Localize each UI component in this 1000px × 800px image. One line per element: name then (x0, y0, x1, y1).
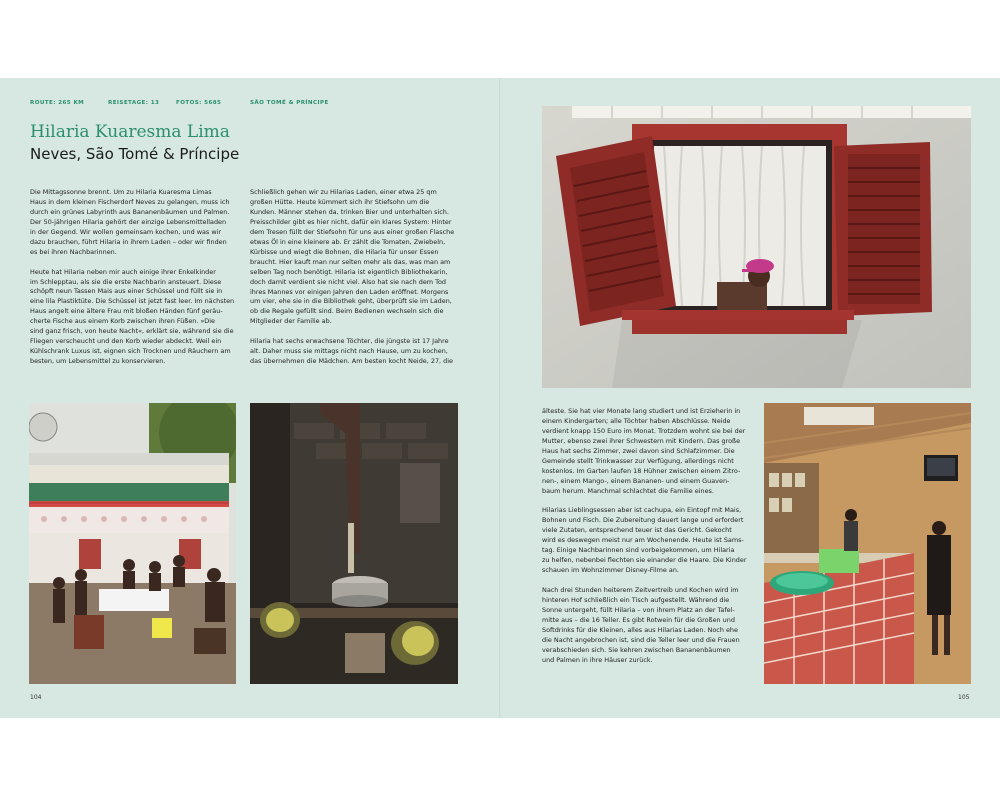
text-line: besten, um Lebensmittel zu konservieren. (30, 357, 166, 366)
magazine-spread (0, 78, 1000, 718)
text-line: durch ein grünes Labyrinth aus Bananenbäumen und Palmen. (30, 207, 230, 216)
text-line: Hilarias Lieblingsessen aber ist cachupa, ein Eintopf mit Mais, (542, 506, 742, 515)
paragraph (250, 337, 462, 367)
meta-days: REISETAGE: 13 (108, 100, 160, 106)
text-line: kostenlos. Im Garten laufen 18 Hühner zwischen einem Zitro- (542, 466, 741, 475)
text-line: es bei ihren Nachbarinnen. (30, 247, 117, 256)
text-line: um vier, ehe sie in die Bibliothek geht, überprüft sie im Laden, (250, 297, 452, 306)
text-line: ihres Mannes vor einigen Jahren den Laden eröffnet. Morgens (250, 287, 449, 296)
page-number-left: 104 (30, 694, 42, 701)
text-line: verabschieden sich. Sie kehren zwischen Bananenbäumen (542, 645, 731, 654)
text-line: Gemeinde stellt Trinkwasser zur Verfügung, allerdings nicht (542, 456, 734, 465)
text-line: sind ganz frisch, von heute Nacht«, erklärt sie, während sie die (30, 327, 234, 336)
text-line: doch damit verdient sie nicht viel. Also hat sie nach dem Tod (250, 277, 446, 286)
paragraph (542, 407, 754, 497)
text-line: zu helfen, nebenbei flechten sie einander die Haare. Die Kinder (542, 556, 747, 565)
text-line: Preisschilder gibt es hier nicht, dafür ein klares System: Hinter (250, 217, 452, 226)
text-line: Heute hat Hilaria neben mir auch einige ihrer Enkelkinder (30, 267, 216, 276)
text-line: tag. Einige Nachbarinnen sind vorbeigekommen, um Hilaria (542, 546, 735, 555)
window-photo (542, 106, 971, 388)
text-line: in der Gegend. Wir wollen gemeinsam kochen, und was wir (30, 227, 222, 236)
paragraph (542, 506, 754, 576)
text-line: mitte aus – die 16 Teller. Es gibt Rotwein für die Großen und (542, 615, 735, 624)
text-line: Nach drei Stunden heiterem Zeitvertreib und Kochen wird im (542, 586, 739, 595)
house-family-photo (29, 403, 236, 684)
text-line: Der 50-jährigen Hilaria gehört der einzige Lebensmittelladen (30, 217, 227, 226)
text-line: Fliegen verscheucht und den Korb wieder abdeckt. Weil ein (30, 337, 222, 346)
text-line: eine lila Plastiktüte. Die Schüssel ist jetzt fast leer. Im nächsten (30, 297, 235, 306)
text-line: Sonne untergeht, füllt Hilaria – von ihrem Platz an der Tafel- (542, 605, 735, 614)
text-line: ob die Regale gefüllt sind. Beim Bedienen wechseln sich die (250, 307, 444, 316)
text-line: einem Kindergarten; alle Töchter haben Abschlüsse. Neide (542, 416, 731, 425)
text-line: nen-, einem Mango-, einem Bananen- und einem Guaven- (542, 476, 730, 485)
text-line: Kunden. Männer stehen da, trinken Bier und unterhalten sich. (250, 207, 449, 216)
text-line: das übernehmen die Mädchen. Am besten kocht Neide, 27, die (250, 357, 453, 366)
text-line: Bohnen und Fisch. Die Zubereitung dauert lange und erfordert (542, 516, 744, 525)
text-line: älteste. Sie hat vier Monate lang studiert und ist Erzieherin in (542, 407, 741, 415)
paragraph (30, 188, 242, 258)
text-column-2 (250, 188, 462, 377)
text-line: dem Tresen füllt der Stiefsohn für uns aus einer großen Flasche (250, 227, 455, 236)
article-subtitle: Neves, São Tomé & Príncipe (30, 145, 240, 163)
paragraph (30, 268, 242, 368)
text-line: braucht. Hier kauft man nur selten mehr als das, was man am (250, 257, 451, 266)
page-gutter (499, 78, 501, 718)
text-line: Mutter, ebenso zwei ihrer Schwestern mit Kindern. Das große (542, 436, 741, 445)
text-line: Kürbisse und wiegt die Bohnen, die Hilaria für unser Essen (250, 247, 439, 256)
article-title: Hilaria Kuaresma Lima (30, 122, 230, 142)
cooking-photo (250, 403, 458, 684)
text-line: Kühlschrank Luxus ist, eignen sich Trocknen und Räuchern am (30, 347, 231, 356)
paragraph (250, 188, 462, 327)
text-line: hinteren Hof schließlich ein Tisch aufgestellt. Während die (542, 595, 730, 604)
text-line: selben Tag noch benötigt. Hilaria ist eigentlich Bibliothekarin, (250, 267, 448, 276)
page-number-right: 105 (958, 694, 970, 701)
text-line: Haus in dem kleinen Fischerdorf Neves zu gelangen, muss ich (30, 197, 230, 206)
paragraph (542, 586, 754, 666)
text-line: großen Hütte. Heute kümmert sich ihr Stiefsohn um die (250, 197, 430, 206)
shop-photo (764, 403, 971, 684)
text-line: verdient knapp 150 Euro im Monat. Trotzdem wohnt sie bei der (542, 426, 746, 435)
text-line: baum herum. Manchmal schlachtet die Familie eines. (542, 486, 714, 495)
text-line: alt. Daher muss sie mittags nicht nach Hause, um zu kochen, (250, 347, 448, 356)
meta-route: ROUTE: 265 KM (30, 100, 85, 106)
text-line: schöpft neun Tassen Mais aus einer Schüssel und füllt sie in (30, 287, 223, 296)
text-line: im Schlepptau, als sie die erste Nachbarin ansteuert. Diese (30, 277, 222, 286)
text-line: Mitglieder der Familie ab. (250, 317, 332, 326)
meta-photos: FOTOS: 5685 (176, 100, 222, 106)
text-line: Haus hat sechs Zimmer, zwei davon sind Schlafzimmer. Die (542, 446, 735, 455)
text-line: cherte Fische aus einem Korb zwischen ihren Füßen. »Die (30, 317, 216, 326)
text-line: und Palmen in ihre Häuser zurück. (542, 655, 653, 664)
text-line: schauen im Wohnzimmer Disney-Filme an. (542, 566, 679, 575)
text-line: Haus angelt eine ältere Frau mit bloßen Händen fünf geräu- (30, 307, 223, 316)
text-line: Hilaria hat sechs erwachsene Töchter, die jüngste ist 17 Jahre (250, 337, 449, 346)
text-line: Schließlich gehen wir zu Hilarias Laden, einer etwa 25 qm (250, 188, 437, 196)
text-line: die Nacht angebrochen ist, sind die Teller leer und die Frauen (542, 635, 740, 644)
text-column-1 (30, 188, 242, 377)
text-line: Softdrinks für die Kleinen, alles aus Hilarias Laden. Noch ehe (542, 625, 738, 634)
text-line: viele Zutaten, entsprechend teuer ist das Gericht. Gekocht (542, 526, 732, 535)
text-line: dazu brauchen, führt Hilaria in ihrem Laden – oder wir finden (30, 237, 227, 246)
text-line: wird es deswegen meist nur am Wochenende. Heute ist Sams- (542, 536, 744, 545)
text-line: Die Mittagssonne brennt. Um zu Hilaria Kuaresma Limas (30, 188, 212, 196)
text-line: etwas Öl in eine kleinere ab. Er zählt die Tomaten, Zwiebeln, (250, 237, 446, 246)
meta-location: SÃO TOMÉ & PRÍNCIPE (250, 100, 329, 106)
text-column-3 (542, 407, 754, 676)
